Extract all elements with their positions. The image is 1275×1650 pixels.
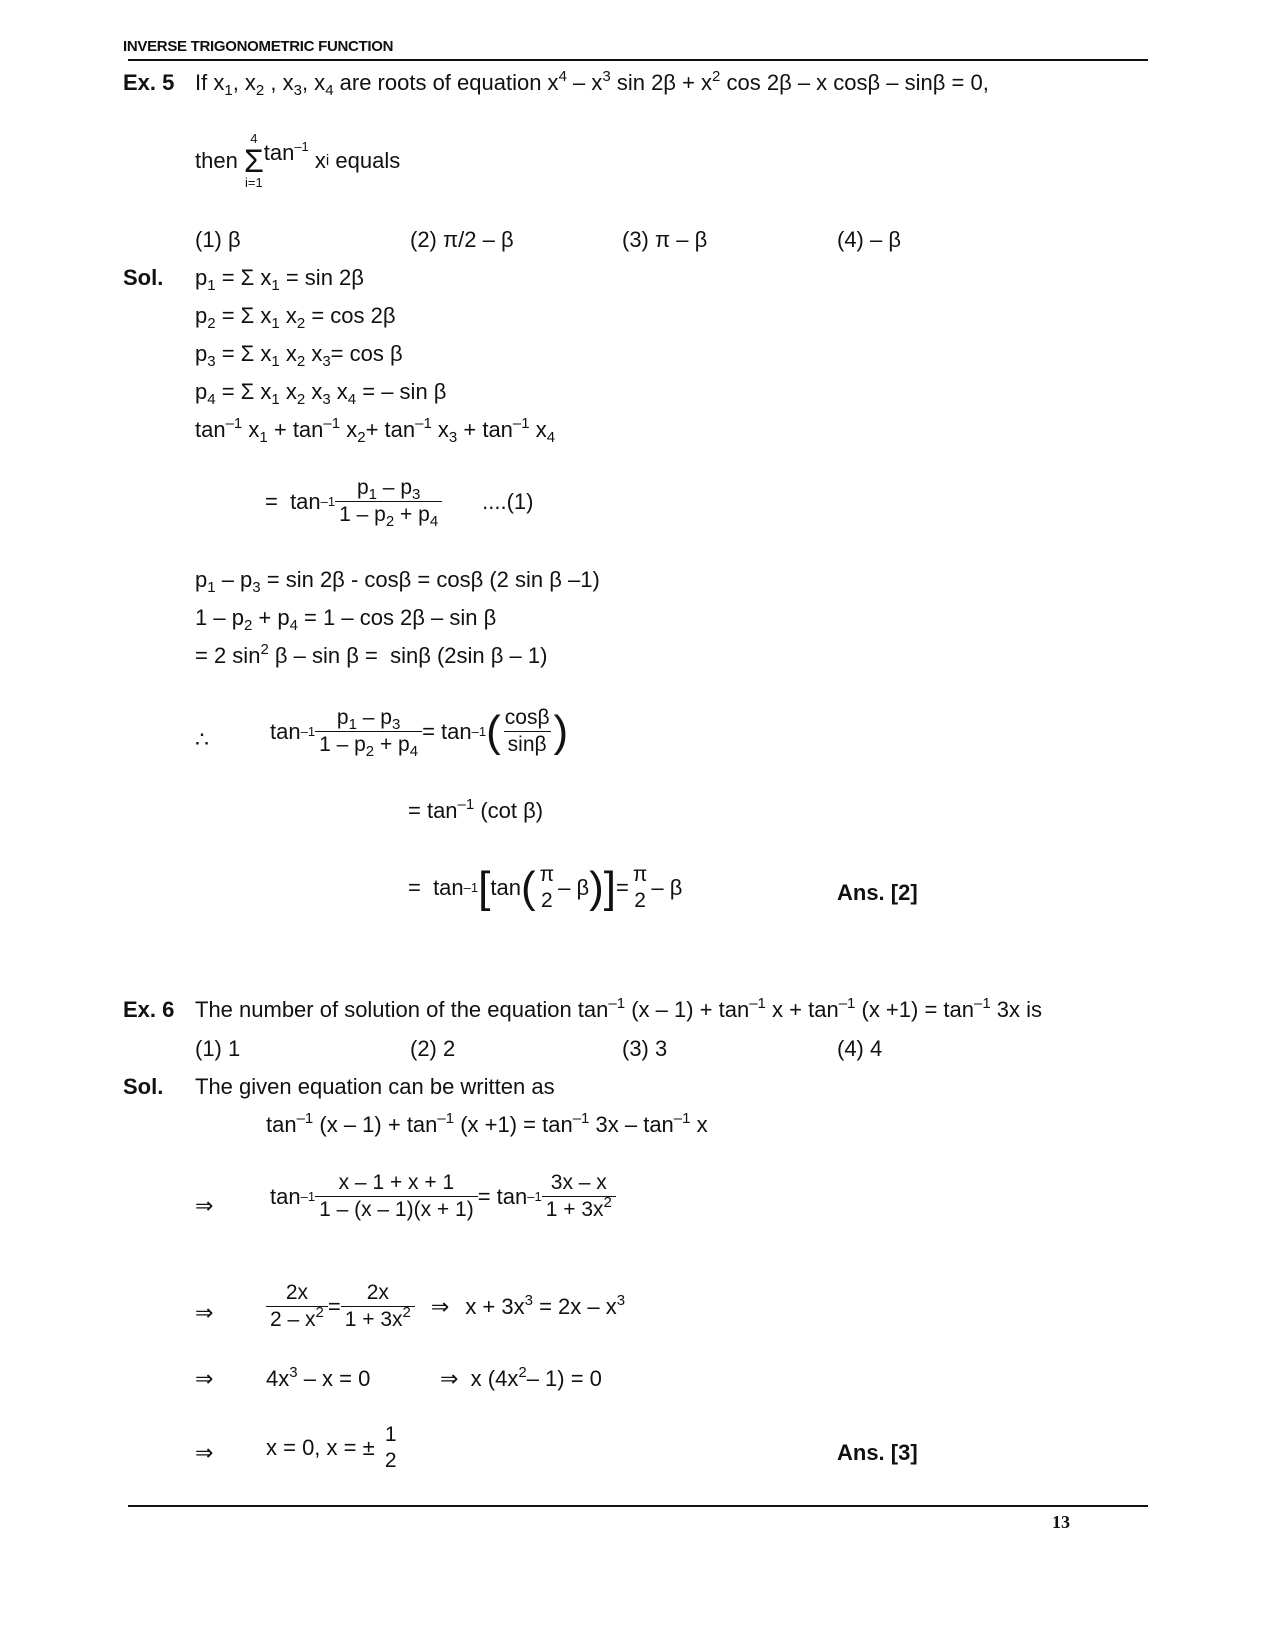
ex6-option-2[interactable]: (2) 2 [410,1036,456,1061]
ex5-label: Ex. 5 [123,70,175,95]
summation: 4 Σ i=1 [243,131,264,190]
ex6-option-4[interactable]: (4) 4 [837,1036,883,1061]
ex5-therefore-equation: tan –1 $\frac{p_1 - p_3}{1 - p_2 + p_4}$ = tan –1 ( $\frac{\cos\beta}{\sin\beta}$ ) [270,706,569,760]
ex6-intro: The given equation can be written as [195,1074,555,1099]
ex5-diff2: $1 - p_2 + p_4 = 1 - \cos 2\beta - \sin \beta$ [195,605,497,634]
fraction: $\frac{p_1 - p_3}{1 - p_2 + p_4}$ [335,475,442,528]
implies-arrow: ⇒ [195,1440,214,1465]
ex5-answer: Ans. [2] [837,880,918,905]
ex5-option-2[interactable]: (2) π/2 – β [410,227,514,252]
ex6-sol-label: Sol. [123,1074,164,1099]
ex6-option-1[interactable]: (1) 1 [195,1036,241,1061]
ex5-option-1[interactable]: (1) β [195,227,241,252]
implies-arrow: ⇒ [195,1193,214,1218]
ex5-diff1: $p_1 - p_3 = \sin 2\beta - \cos\beta = \cos\beta$ (2 sin β –1) [195,567,600,596]
ex5-question-line2: then 4 Σ i=1 $\tan^{-1}$ x i equals [195,131,401,190]
ex5-option-3[interactable]: (3) π – β [622,227,708,252]
ex5-sol-label: Sol. [123,265,164,290]
implies-arrow: ⇒ [195,1300,214,1325]
ex6-line4b: ⇒ x ($4x^2-$ 1) = 0 [440,1364,602,1391]
ex6-line1: $\tan^{-1} (x - 1) + \tan^{-1} (x +1) = \tan^{-1} 3x - \tan^{-1} x$ [266,1110,708,1137]
ex5-question: If $x_1$, $x_2$ , $x_3$, $x_4$ are roots of equation $x^4 - x^3$ $\sin 2\beta + x^2$ cos 2β – x cosβ – sinβ = 0, [195,68,989,99]
ex6-label: Ex. 6 [123,997,175,1022]
ex6-option-3[interactable]: (3) 3 [622,1036,668,1061]
ex5-cot-line: = $\tan^{-1} (\cot$ β) [408,796,544,823]
ex5-tan-sum: $\tan^{-1} x_1 + \tan^{-1} x_2+ \tan^{-1} x_3 + \tan^{-1} x_4$ [195,415,556,446]
ex6-answer: Ans. [3] [837,1440,918,1465]
implies-arrow: ⇒ [195,1366,214,1391]
ex5-step-p2: $p_2 = \Sigma$ $x_1$ $x_2 = \cos 2\beta$ [195,303,396,332]
page-number: 13 [1052,1512,1070,1532]
ex5-final-equation: = tan –1 [ tan ( π 2 – β ) ] = π 2 – β [408,863,683,912]
header-rule [128,59,1148,61]
ex6-line3: $\frac{2x}{2 - x^2}$ = $\frac{2x}{1 + 3x^2}$ ⇒ $x + 3x^3 = 2x - x^3$ [266,1280,625,1333]
ex5-equation-1: = tan –1 $\frac{p_1 - p_3}{1 - p_2 + p_4}$ ....(1) [265,476,534,530]
therefore-symbol: ∴ [195,727,209,752]
footer-rule [128,1505,1148,1507]
ex6-line2: tan –1 $\frac{x - 1 + x + 1}{1 - (x - 1)(x + 1)}$ = tan –1 $\frac{3x - x}{1 + 3x^2}$ [270,1170,616,1223]
ex5-diff3: = 2 $\sin^2 \beta - \sin \beta = \sin\beta$ (2sin β – 1) [195,641,548,668]
ex5-step-p4: $p_4 = \Sigma$ $x_1$ $x_2$ $x_3$ $x_4$ = – sin β [195,379,447,408]
ex6-line5: x = 0, x = ± 1 2 [266,1423,397,1472]
chapter-header: INVERSE TRIGONOMETRIC FUNCTION [123,38,394,55]
ex6-line4a: $4x^3 - x = 0$ [266,1364,371,1391]
ex6-question: The number of solution of the equation $\tan^{-1} (x - 1) + \tan^{-1} x + \tan^{-1} (x +1) = \tan^{-1} 3x$ is [195,995,1043,1022]
ex5-option-4[interactable]: (4) – β [837,227,902,252]
ex5-step-p1: $p_1 = \Sigma$ $x_1 = \sin 2\beta$ [195,265,364,294]
ex5-step-p3: $p_3 = \Sigma$ $x_1$ $x_2$ $x_3= \cos \beta$ [195,341,403,370]
